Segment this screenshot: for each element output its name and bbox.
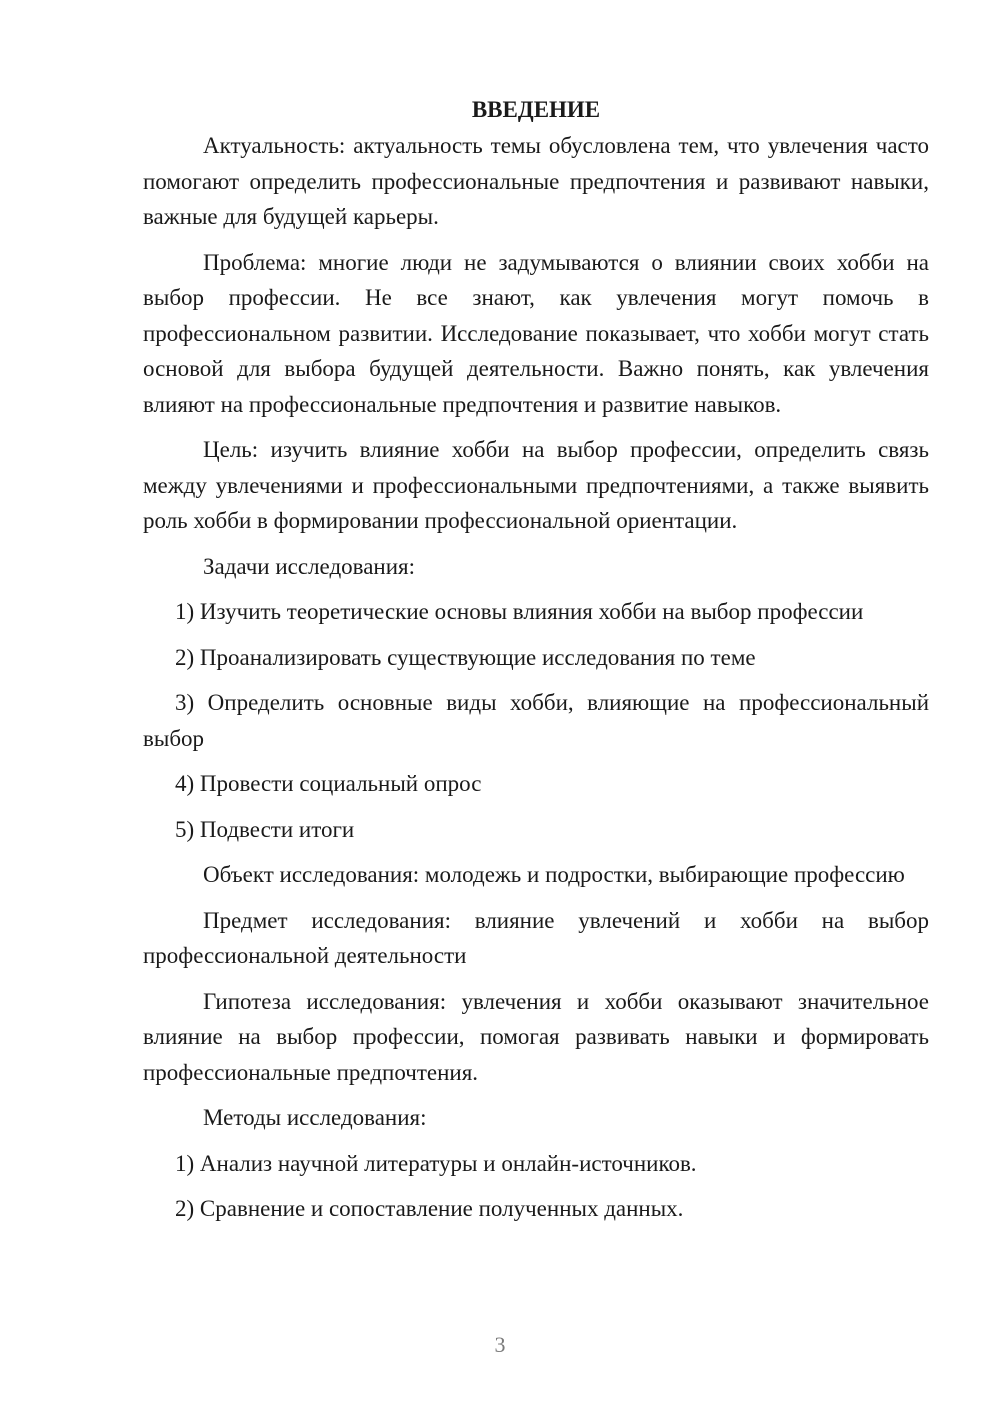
problem-paragraph: Проблема: многие люди не задумываются о влиянии своих хобби на выбор профессии. Не все знают, как увлечения могут помочь в профессиональном развитии. Исследование показывает, что хобби могут стать основой для выбора будущей деятельности. Важно понять, как увлечения влияют на профессиональные предпочтения и развитие навыков. [143, 249, 929, 417]
task-item-5: 5) Подвести итоги [175, 816, 355, 842]
goal-paragraph: Цель: изучить влияние хобби на выбор профессии, определить связь между увлечениями и профессиональными предпочтениями, а также выявить роль хобби в формировании профессиональной ориентации. [143, 437, 929, 533]
task-item-3: 3) Определить основные виды хобби, влияющие на профессиональный выбор [143, 690, 929, 751]
tasks-title: Задачи исследования: [203, 553, 416, 579]
page-title: ВВЕДЕНИЕ [471, 97, 601, 122]
page-number: 3 [494, 1332, 506, 1357]
relevance-paragraph: Актуальность: актуальность темы обусловлена тем, что увлечения часто помогают определить профессиональные предпочтения и развивают навыки, важные для будущей карьеры. [143, 133, 929, 229]
methods-title: Методы исследования: [203, 1105, 427, 1130]
subject-paragraph: Предмет исследования: влияние увлечений и хобби на выбор профессиональной деятельности [143, 907, 929, 968]
task-item-4: 4) Провести социальный опрос [175, 771, 482, 796]
page-content [143, 92, 929, 1227]
method-item-2: 2) Сравнение и сопоставление полученных данных. [175, 1196, 684, 1221]
hypothesis-paragraph: Гипотеза исследования: увлечения и хобби оказывают значительное влияние на выбор профессии, помогая развивать навыки и формировать профессиональные предпочтения. [143, 988, 929, 1085]
object-paragraph: Объект исследования: молодежь и подростки, выбирающие профессию [203, 862, 905, 887]
task-item-2: 2) Проанализировать существующие исследования по теме [175, 644, 756, 670]
task-item-1: 1) Изучить теоретические основы влияния хобби на выбор профессии [175, 599, 864, 624]
method-item-1: 1) Анализ научной литературы и онлайн-источников. [175, 1150, 697, 1176]
